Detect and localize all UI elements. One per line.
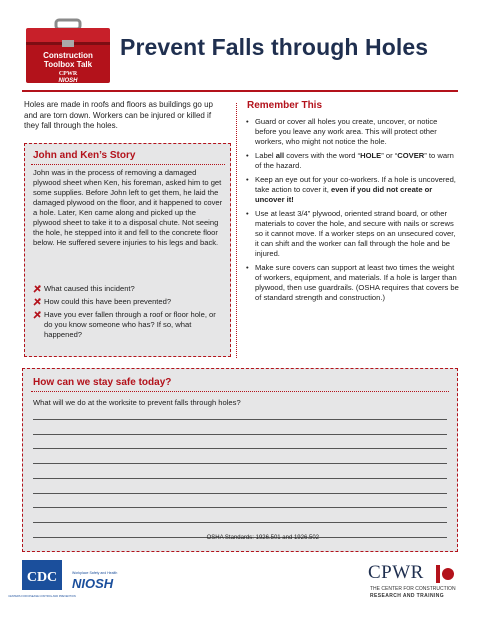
toolbox-line1: Construction bbox=[43, 51, 93, 60]
cpwr-subtitle-2: RESEARCH AND TRAINING bbox=[370, 593, 445, 599]
niosh-small: Workplace Safety and Health bbox=[72, 571, 118, 575]
cdc-text: CDC bbox=[26, 570, 58, 585]
remember-item bbox=[246, 263, 460, 303]
page-title: Prevent Falls through Holes bbox=[120, 34, 429, 60]
safe-today-box bbox=[22, 368, 458, 552]
column-divider bbox=[236, 103, 237, 358]
answer-line bbox=[33, 507, 447, 508]
story-question bbox=[33, 310, 225, 340]
remember-emphasis: COVER bbox=[397, 151, 425, 160]
remember-text: ” to warn of the hazard. bbox=[255, 151, 454, 170]
remember-emphasis: even if you did not create or uncover it! bbox=[255, 185, 433, 204]
safe-today-title: How can we stay safe today? bbox=[33, 377, 172, 388]
cdc-small: CENTERS FOR DISEASE CONTROL AND PREVENTION bbox=[8, 595, 76, 598]
niosh-text: NIOSH bbox=[72, 576, 114, 591]
tools-icon bbox=[33, 285, 41, 293]
story-questions bbox=[33, 284, 225, 343]
remember-text: Label bbox=[255, 151, 276, 160]
toolbox-line2: Toolbox Talk bbox=[43, 60, 93, 69]
header-divider bbox=[22, 90, 458, 92]
remember-emphasis: HOLE bbox=[360, 151, 382, 160]
remember-text: Keep an eye out for your co-workers. If a hole is uncovered, take action to cover it, bbox=[255, 175, 456, 194]
story-title: John and Ken’s Story bbox=[33, 150, 136, 161]
tools-icon bbox=[33, 298, 41, 306]
remember-item bbox=[246, 117, 460, 147]
header bbox=[0, 0, 478, 90]
safe-divider bbox=[31, 391, 449, 392]
remember-text: Make sure covers can support at least two times the weight of workers, equipment, and materials. If a hole is larger than plywood, then use guardrails. (OSHA requires that covers be of standard strength and construction.) bbox=[255, 263, 459, 302]
answer-line bbox=[33, 448, 447, 449]
tools-icon bbox=[33, 311, 41, 319]
toolbox-brand1: CPWR bbox=[58, 71, 78, 77]
cpwr-mark-icon bbox=[436, 565, 454, 583]
remember-item bbox=[246, 175, 460, 205]
story-box bbox=[24, 143, 231, 357]
question-text: What caused this incident? bbox=[44, 284, 135, 293]
remember-title: Remember This bbox=[247, 100, 323, 111]
cdc-logo bbox=[8, 560, 76, 602]
story-question bbox=[33, 297, 225, 307]
story-divider bbox=[31, 164, 225, 165]
cpwr-text: CPWR bbox=[368, 562, 424, 583]
answer-line bbox=[33, 419, 447, 420]
story-text: John was in the process of removing a damaged plywood sheet when Ken, his foreman, asked him to get some supplies. Before John left to get them, he laid the damaged plywood on the floor, and it happened to cover a hole. Later, Ken came along and picked up the plywood sheet to take it to a disposal chute. Not seeing the hole, he stepped into it and fell to the concrete floor below. He suffered severe injuries to his legs and back. bbox=[33, 168, 223, 247]
toolbox-brand2: NIOSH bbox=[58, 78, 78, 84]
niosh-logo bbox=[70, 568, 138, 592]
answer-line bbox=[33, 493, 447, 494]
remember-list bbox=[246, 117, 460, 307]
answer-line bbox=[33, 522, 447, 523]
osha-standards: OSHA Standards: 1926.501 and 1926.502 bbox=[206, 535, 319, 541]
remember-text: Use at least 3/4” plywood, oriented strand board, or other materials to cover the hole, and secure with nails or screws so it cannot move. If a worker steps on an unsecured cover, it can shift and the worker can fall through the hole and be injured. bbox=[255, 209, 456, 258]
remember-emphasis: all bbox=[275, 151, 285, 160]
answer-line bbox=[33, 434, 447, 435]
remember-item bbox=[246, 151, 460, 171]
remember-text: covers with the word “ bbox=[284, 151, 361, 160]
intro-paragraph: Holes are made in roofs and floors as buildings go up and are torn down. Workers can be injured or killed if they fall through the holes. bbox=[24, 100, 213, 130]
question-text: How could this have been prevented? bbox=[44, 297, 172, 306]
cpwr-logo bbox=[368, 562, 460, 602]
question-text: Have you ever fallen through a roof or floor hole, or do you know someone who has? If so, what happened? bbox=[44, 310, 216, 339]
answer-line bbox=[33, 463, 447, 464]
remember-item bbox=[246, 209, 460, 259]
answer-line bbox=[33, 478, 447, 479]
remember-text: ” or “ bbox=[381, 151, 398, 160]
safe-today-question: What will we do at the worksite to prevent falls through holes? bbox=[33, 398, 241, 407]
cpwr-subtitle-1: THE CENTER FOR CONSTRUCTION bbox=[370, 586, 456, 592]
story-question bbox=[33, 284, 225, 294]
remember-text: Guard or cover all holes you create, uncover, or notice before you leave any work area. This will protect other workers, who might not notice the hole. bbox=[255, 117, 438, 146]
toolbox-icon bbox=[22, 18, 114, 86]
